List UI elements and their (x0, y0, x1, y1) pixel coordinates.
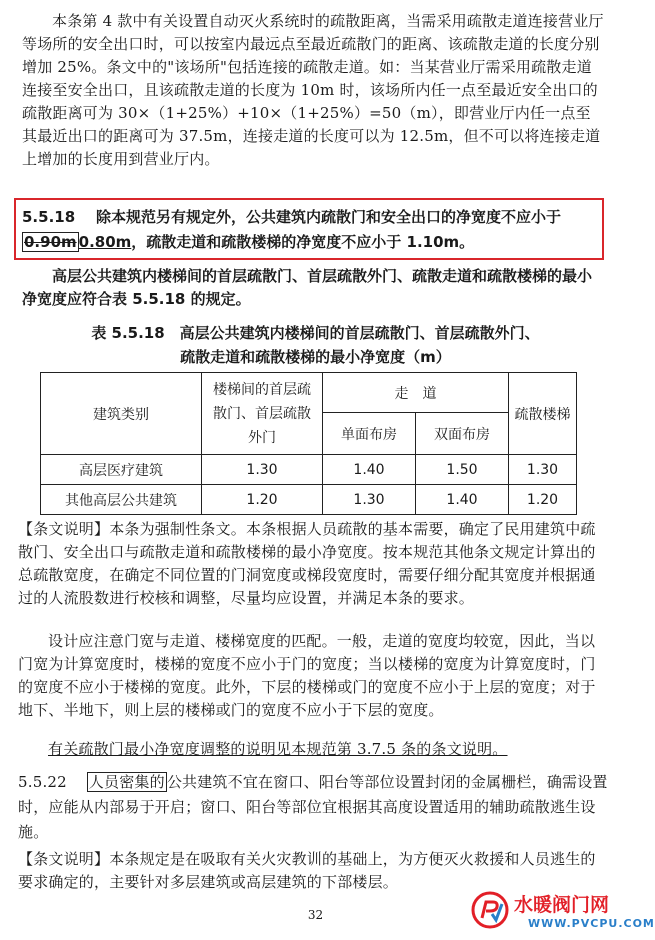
table-row (41, 485, 577, 515)
cell-double: 1.50 (416, 455, 509, 485)
header-stair: 疏散楼梯 (509, 373, 577, 455)
cell-stair: 1.20 (509, 485, 577, 515)
cell-single: 1.30 (323, 485, 416, 515)
watermark-url: WWW.PVCPU.COM (528, 917, 655, 930)
cell-single: 1.40 (323, 455, 416, 485)
table-row (41, 455, 577, 485)
clause-number: 5.5.18 (22, 208, 76, 226)
deleted-value: 0.90m (24, 233, 77, 251)
watermark-name: 水暖阀门网 (514, 894, 610, 916)
note-explanation-1: 【条文说明】本条为强制性条文。本条根据人员疏散的基本需要，确定了民用建筑中疏散门、安全出口与疏散走道和疏散楼梯的最小净宽度。按本规范其他条文规定计算出的总疏散宽度，在确定不同位置的门洞宽度或梯段宽度时，需要仔细分配其宽度并根据通过的人流股数进行校核和调整，尽量均应设置，并满足本条的要求。 (18, 520, 596, 607)
paragraph-highrise: 高层公共建筑内楼梯间的首层疏散门、首层疏散外门、疏散走道和疏散楼梯的最小净宽度应符合表 5.5.18 的规定。 (22, 267, 593, 308)
cell-door: 1.30 (202, 455, 323, 485)
header-corridor: 走 道 (323, 373, 509, 413)
header-single-side: 单面布房 (323, 413, 416, 455)
clause-number: 5.5.22 (18, 773, 67, 791)
clause-text: 除本规范另有规定外，公共建筑内疏散门和安全出口的净宽度不应小于 (96, 208, 562, 226)
pv-logo-icon (470, 890, 510, 930)
note-explanation-2: 设计应注意门宽与走道、楼梯宽度的匹配。一般，走道的宽度均较宽，因此，当以门宽为计算宽度时，楼梯的宽度不应小于门的宽度；当以楼梯的宽度为计算宽度时，门的宽度不应小于楼梯的宽度。此外，下层的楼梯或门的宽度不应小于上层的宽度；对于地下、半地下，则上层的楼梯或门的宽度不应小于下层的宽度。 (18, 632, 596, 719)
page-number: 32 (307, 908, 324, 922)
inserted-value: 0.80m (78, 233, 132, 251)
clause-text: 公共建筑不宜在窗口、阳台等部位设置封闭的金属栅栏，确需设置时，应能从内部易于开启；窗口、阳台等部位宜根据其高度设置适用的辅助疏散逃生设施。 (18, 773, 608, 841)
paragraph-evacuation-distance: 本条第 4 款中有关设置自动灭火系统时的疏散距离，当需采用疏散走道连接营业厅等场所的安全出口时，可以按室内最远点至最近疏散门的距离、该疏散走道的长度分别增加 25%。条文中的"该场所"包括连接的疏散走道。如：当某营业厅需采用疏散走道连接至安全出口，且该疏散走道的长度为 10m 时，该场所内任一点至最近安全出口的疏散距离可为 30×（1+25%）+10×（1+25%）=50（m），即营业厅内任一点至其最近出口的距离可为 37.5m，连接走道的长度可以为 12.5m，但不可以将连接走道上增加的长度用到营业厅内。 (22, 12, 604, 168)
cell-stair: 1.30 (509, 455, 577, 485)
clause-5-5-18 (22, 205, 596, 255)
note-explanation-4: 【条文说明】本条规定是在吸取有关火灾教训的基础上，为方便灭火救援和人员逃生的要求确定的，主要针对多层建筑或高层建筑的下部楼层。 (18, 850, 596, 891)
cell-double: 1.40 (416, 485, 509, 515)
cell-door: 1.20 (202, 485, 323, 515)
header-double-side: 双面布房 (416, 413, 509, 455)
header-door: 楼梯间的首层疏散门、首层疏散外门 (202, 373, 323, 455)
note-explanation-3: 有关疏散门最小净宽度调整的说明见本规范第 3.7.5 条的条文说明。 (48, 740, 508, 758)
boxed-text: 人员密集的 (88, 773, 165, 791)
clause-5-5-22 (18, 770, 608, 845)
cell-type: 其他高层公共建筑 (41, 485, 202, 515)
header-building-type: 建筑类别 (41, 373, 202, 455)
width-table (40, 372, 577, 515)
table-caption-line2: 疏散走道和疏散楼梯的最小净宽度（m） (180, 348, 451, 366)
cell-type: 高层医疗建筑 (41, 455, 202, 485)
table-caption-line1: 表 5.5.18 高层公共建筑内楼梯间的首层疏散门、首层疏散外门、 (91, 324, 540, 342)
clause-text-b: ，疏散走道和疏散楼梯的净宽度不应小于 1.10m。 (131, 233, 475, 251)
watermark (470, 888, 655, 940)
